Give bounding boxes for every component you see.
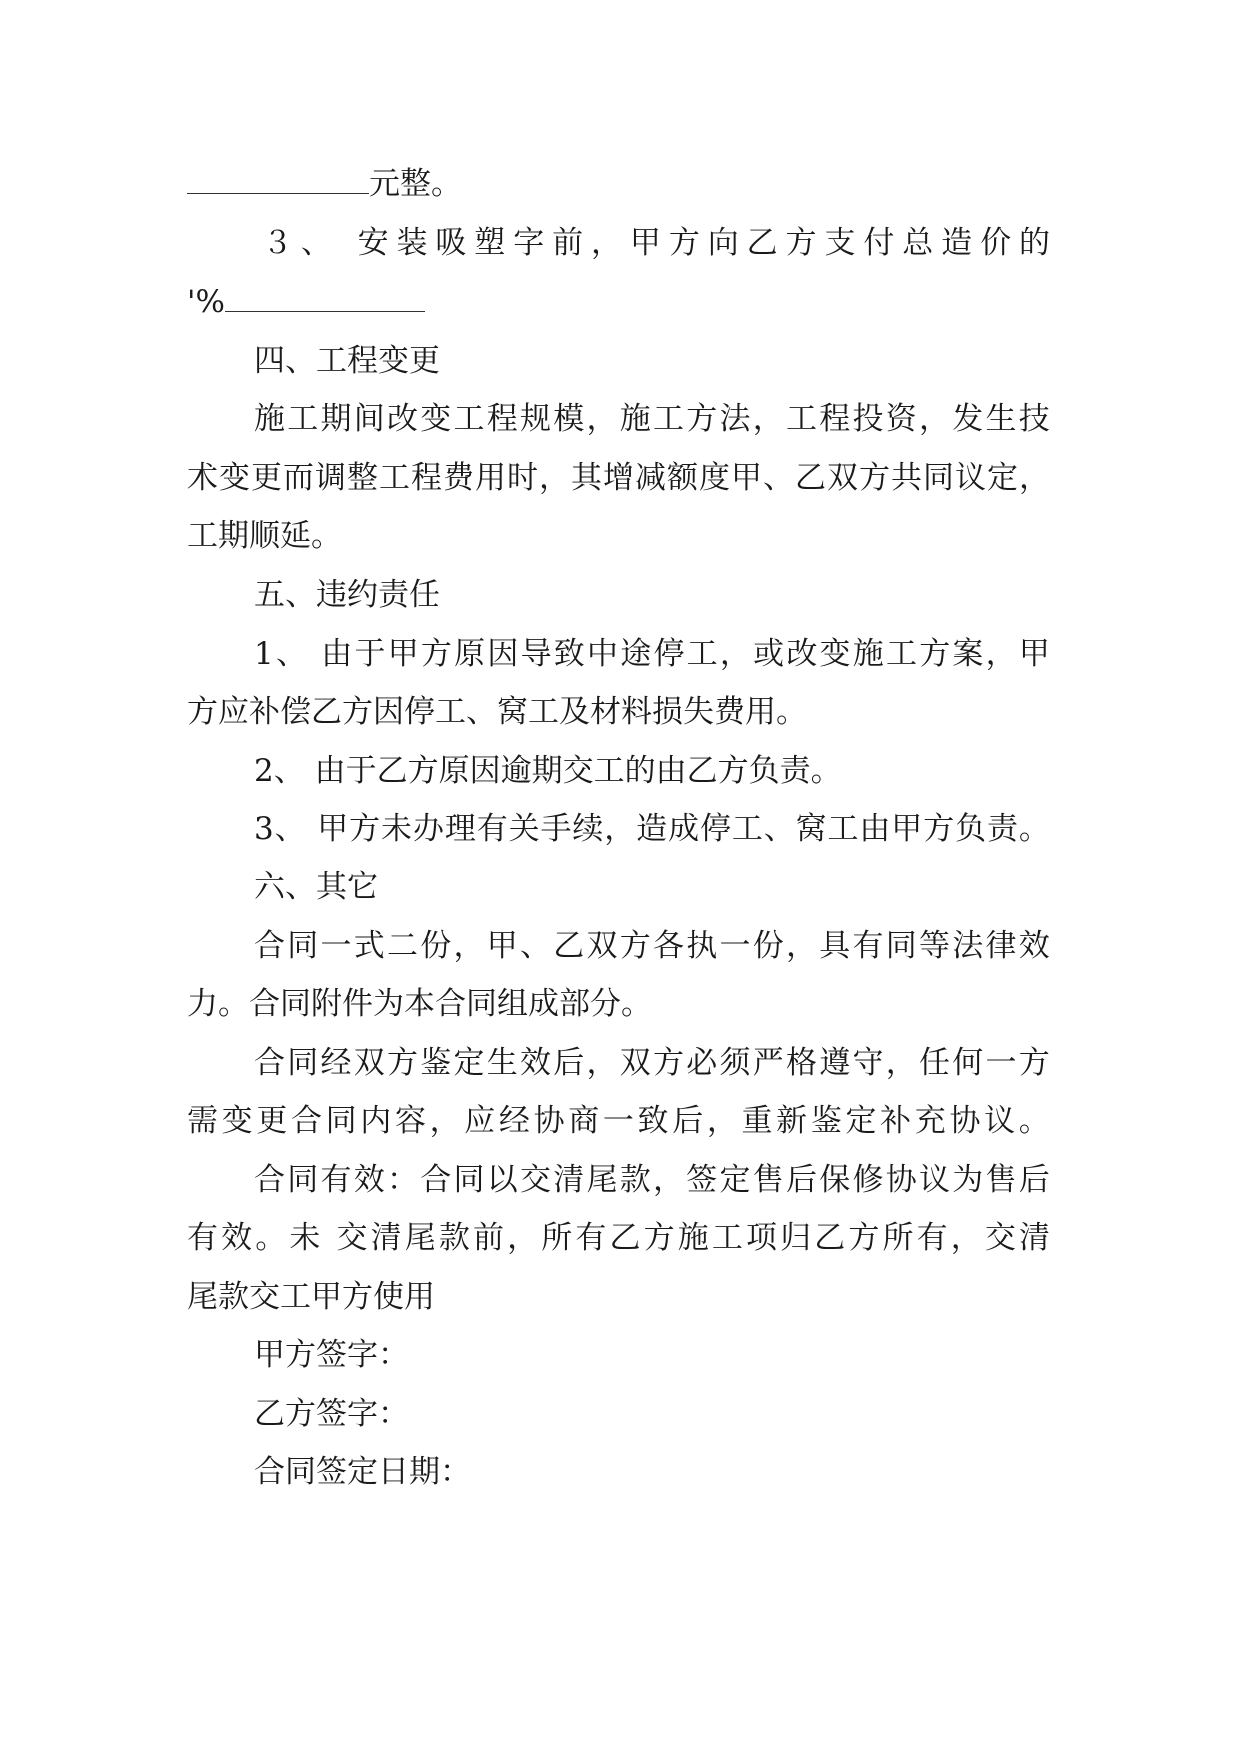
glyph: 格: [786, 1045, 817, 1081]
glyph: 定: [987, 460, 1018, 496]
glyph: 效: [221, 1220, 253, 1256]
glyph: 任: [919, 1045, 950, 1081]
glyph: 合: [254, 1045, 285, 1081]
glyph: 甲: [387, 636, 419, 672]
glyph: 施: [254, 401, 285, 437]
percent-text: '%: [187, 284, 225, 320]
glyph: 方: [919, 636, 951, 672]
glyph: 窝: [795, 811, 827, 847]
glyph: 乙: [746, 225, 778, 261]
other-para-1-line-2: 力。合同附件为本合同组成部分。: [187, 986, 652, 1022]
glyph: 改: [387, 401, 418, 437]
glyph: 乙: [553, 928, 585, 964]
glyph: 款: [438, 1220, 470, 1256]
validity-para-line-3: 尾款交工甲方使用: [187, 1279, 435, 1315]
glyph: 原: [454, 636, 486, 672]
glyph: 甲: [731, 460, 762, 496]
section-4-heading: 四、工程变更: [254, 343, 440, 379]
glyph: 效: [353, 1162, 385, 1198]
glyph: ，: [919, 401, 950, 437]
other-para-2-line-1: [254, 1043, 1050, 1083]
glyph: 工: [711, 1220, 743, 1256]
glyph: [340, 223, 350, 263]
glyph: 减: [635, 460, 666, 496]
glyph: 成: [668, 811, 700, 847]
liability-item-1-line-1: [254, 634, 1050, 674]
glyph: 价: [980, 225, 1012, 261]
glyph: 支: [824, 225, 856, 261]
glyph: 方: [1018, 1045, 1050, 1081]
glyph: 同: [287, 928, 319, 964]
glyph: 必: [686, 1045, 718, 1081]
glyph: 合: [254, 1162, 285, 1198]
glyph: 乙: [795, 460, 826, 496]
glyph: 清: [1018, 1220, 1050, 1256]
glyph: 办: [412, 811, 444, 847]
glyph: 关: [508, 811, 540, 847]
glyph: 因: [487, 636, 519, 672]
other-para-1-line-1: [254, 926, 1050, 966]
glyph: 清: [553, 1162, 585, 1198]
glyph: 发: [952, 401, 984, 437]
glyph: 。: [255, 1220, 287, 1256]
section-4-para-line-3: 工期顺延。: [187, 518, 342, 554]
glyph: 字: [513, 225, 545, 261]
glyph: [309, 634, 319, 674]
glyph: 方: [859, 460, 890, 496]
glyph: 甲: [317, 811, 349, 847]
glyph: 签: [686, 1162, 718, 1198]
glyph: 规: [520, 401, 551, 437]
glyph: 款: [619, 1162, 651, 1198]
glyph: 工: [653, 401, 684, 437]
glyph: 安: [357, 225, 389, 261]
glyph: 费: [443, 460, 474, 496]
glyph: 合: [290, 1103, 322, 1139]
glyph: 。: [1018, 811, 1050, 847]
glyph: 或: [753, 636, 785, 672]
glyph: 程: [819, 401, 851, 437]
glyph: 改: [786, 636, 818, 672]
glyph: 有: [320, 1162, 352, 1198]
glyph: 所: [541, 1220, 573, 1256]
glyph: 一: [320, 928, 352, 964]
glyph: 方: [848, 1220, 880, 1256]
glyph: 执: [686, 928, 718, 964]
glyph: 新: [776, 1103, 808, 1139]
glyph: 法: [952, 928, 984, 964]
glyph: ，: [1019, 460, 1050, 496]
glyph: 整: [347, 460, 378, 496]
glyph: 工: [786, 401, 817, 437]
glyph: 方: [686, 401, 718, 437]
glyph: 中: [587, 636, 618, 672]
glyph: 尾: [586, 1162, 618, 1198]
glyph: 协: [885, 1162, 917, 1198]
liability-item-3: [254, 809, 1050, 849]
glyph: 议: [955, 460, 986, 496]
glyph: 付: [863, 225, 895, 261]
glyph: 定: [845, 1103, 877, 1139]
glyph: 方: [643, 1220, 675, 1256]
glyph: 调: [315, 460, 346, 496]
glyph: 双: [827, 460, 858, 496]
glyph: 工: [453, 401, 485, 437]
glyph: 有: [187, 1220, 218, 1256]
glyph: 定: [719, 1162, 751, 1198]
glyph: 方: [619, 928, 651, 964]
glyph: 方: [349, 811, 381, 847]
glyph: 一: [985, 1045, 1017, 1081]
glyph: 同: [923, 460, 954, 496]
glyph: 鉴: [420, 1045, 452, 1081]
glyph: ，: [591, 225, 623, 261]
amount-text: 元整。: [369, 166, 462, 202]
section-4-para-line-1: [254, 399, 1050, 439]
glyph: 由: [859, 811, 891, 847]
glyph: 用: [475, 460, 506, 496]
glyph: ，: [453, 928, 485, 964]
glyph: 工: [731, 811, 763, 847]
glyph: 前: [552, 225, 584, 261]
glyph: [324, 1218, 334, 1258]
glyph: 交: [984, 1220, 1016, 1256]
glyph: ，: [950, 1220, 982, 1256]
glyph: 投: [852, 401, 884, 437]
glyph: 而: [283, 460, 314, 496]
glyph: 乙: [609, 1220, 641, 1256]
glyph: 同: [325, 1103, 357, 1139]
glyph: 充: [914, 1103, 946, 1139]
glyph: 手: [540, 811, 572, 847]
glyph: ，: [985, 636, 1017, 672]
liability-item-1-line-2: 方应补偿乙方因停工、窝工及材料损失费用。: [187, 694, 807, 730]
glyph: ，: [706, 1103, 738, 1139]
glyph: 效: [1018, 928, 1050, 964]
glyph: ，: [786, 928, 817, 964]
glyph: 份: [752, 928, 784, 964]
glyph: 合: [420, 1162, 452, 1198]
liability-item-2: 2、 由于乙方原因逾期交工的由乙方负责。: [254, 753, 842, 789]
glyph: 守: [852, 1045, 884, 1081]
glyph: 双: [353, 1045, 385, 1081]
glyph: 一: [719, 928, 751, 964]
glyph: 同: [287, 1162, 319, 1198]
glyph: 内: [360, 1103, 392, 1139]
glyph: 商: [568, 1103, 600, 1139]
glyph: ，: [719, 636, 751, 672]
glyph: ，: [604, 811, 636, 847]
glyph: 应: [464, 1103, 496, 1139]
glyph: 为: [952, 1162, 984, 1198]
glyph: ，: [752, 401, 784, 437]
glyph: 甲: [486, 928, 518, 964]
glyph: 、: [274, 811, 306, 847]
glyph: 施: [852, 636, 884, 672]
glyph: 变: [819, 636, 851, 672]
glyph: 变: [221, 1103, 253, 1139]
glyph: ，: [586, 1045, 618, 1081]
glyph: 后: [553, 1045, 585, 1081]
glyph: 额: [667, 460, 698, 496]
glyph: 造: [636, 811, 668, 847]
glyph: 变: [219, 460, 250, 496]
glyph: 售: [752, 1162, 784, 1198]
glyph: 向: [707, 225, 739, 261]
glyph: 模: [553, 401, 585, 437]
glyph: 共: [891, 460, 922, 496]
glyph: ，: [539, 460, 570, 496]
glyph: 期: [320, 401, 352, 437]
glyph: 方: [387, 1045, 418, 1081]
glyph: 方: [420, 636, 452, 672]
signing-date-label: 合同签定日期：: [254, 1454, 471, 1490]
glyph: ，: [586, 401, 618, 437]
glyph: 塑: [474, 225, 506, 261]
glyph: 甲: [1018, 636, 1050, 672]
glyph: 时: [507, 460, 538, 496]
glyph: 施: [677, 1220, 709, 1256]
glyph: 责: [986, 811, 1018, 847]
glyph: 变: [420, 401, 452, 437]
glyph: 资: [885, 401, 917, 437]
glyph: 停: [699, 811, 731, 847]
glyph: 遵: [819, 1045, 851, 1081]
glyph: 乙: [814, 1220, 846, 1256]
glyph: 保: [819, 1162, 851, 1198]
glyph: 施: [619, 401, 651, 437]
glyph: 严: [752, 1045, 784, 1081]
glyph: 项: [745, 1220, 777, 1256]
glyph: 售: [985, 1162, 1017, 1198]
glyph: 定: [453, 1045, 485, 1081]
glyph: 导: [520, 636, 552, 672]
glyph: 议: [984, 1103, 1016, 1139]
glyph: 法: [719, 401, 751, 437]
party-a-signature-label: 甲方签字：: [254, 1337, 409, 1373]
validity-para-line-1: [254, 1160, 1050, 1200]
glyph: 方: [785, 225, 817, 261]
glyph: 途: [620, 636, 652, 672]
glyph: 后: [672, 1103, 704, 1139]
glyph: 尾: [404, 1220, 436, 1256]
glyph: 。: [1018, 1103, 1050, 1139]
glyph: 交: [520, 1162, 551, 1198]
glyph: 具: [819, 928, 851, 964]
glyph: 技: [1018, 401, 1050, 437]
glyph: 理: [444, 811, 476, 847]
glyph: 归: [780, 1220, 812, 1256]
glyph: [307, 809, 317, 849]
amount-line: [187, 164, 462, 204]
payment-clause-3: [262, 223, 1050, 263]
glyph: 效: [520, 1045, 551, 1081]
glyph: 工: [686, 636, 718, 672]
glyph: 协: [533, 1103, 565, 1139]
glyph: 致: [637, 1103, 669, 1139]
glyph: 清: [370, 1220, 402, 1256]
glyph: 经: [320, 1045, 352, 1081]
glyph: 等: [919, 928, 950, 964]
glyph: 律: [985, 928, 1017, 964]
glyph: 方: [653, 1045, 684, 1081]
glyph: 装: [396, 225, 428, 261]
glyph: 经: [498, 1103, 530, 1139]
glyph: 份: [420, 928, 452, 964]
glyph: 于: [354, 636, 386, 672]
glyph: 补: [880, 1103, 912, 1139]
glyph: ３: [262, 225, 293, 261]
glyph: 需: [187, 1103, 218, 1139]
glyph: 由: [321, 636, 353, 672]
section-6-heading: 六、其它: [254, 869, 378, 905]
glyph: 双: [586, 928, 618, 964]
glyph: 3: [254, 811, 274, 847]
glyph: 术: [187, 460, 218, 496]
section-4-para-line-2: [187, 458, 1050, 498]
glyph: 程: [411, 460, 442, 496]
glyph: 方: [668, 225, 700, 261]
glyph: 须: [719, 1045, 751, 1081]
glyph: 工: [287, 401, 319, 437]
glyph: 甲: [629, 225, 661, 261]
glyph: 续: [572, 811, 604, 847]
glyph: 后: [786, 1162, 817, 1198]
glyph: 有: [916, 1220, 948, 1256]
glyph: 前: [472, 1220, 504, 1256]
other-para-2-line-2: [187, 1101, 1050, 1141]
party-b-signature-label: 乙方签字：: [254, 1396, 409, 1432]
glyph: 有: [476, 811, 508, 847]
glyph: 停: [653, 636, 685, 672]
glyph: ，: [429, 1103, 461, 1139]
glyph: 后: [1018, 1162, 1050, 1198]
glyph: 同: [287, 1045, 319, 1081]
glyph: 甲: [891, 811, 923, 847]
glyph: 增: [603, 460, 634, 496]
glyph: 更: [256, 1103, 288, 1139]
glyph: 鉴: [810, 1103, 842, 1139]
glyph: 、: [520, 928, 551, 964]
glyph: 、: [763, 460, 794, 496]
glyph: 负: [955, 811, 987, 847]
glyph: 间: [353, 401, 385, 437]
glyph: 1: [254, 636, 274, 672]
glyph: 总: [902, 225, 934, 261]
glyph: 所: [882, 1220, 914, 1256]
glyph: 造: [941, 225, 973, 261]
glyph: ：: [387, 1162, 418, 1198]
glyph: 二: [387, 928, 418, 964]
percent-blank: [225, 289, 425, 312]
glyph: 、: [763, 811, 795, 847]
glyph: 有: [575, 1220, 607, 1256]
glyph: ，: [885, 1045, 917, 1081]
glyph: 吸: [435, 225, 467, 261]
glyph: 方: [923, 811, 955, 847]
percent-line: [187, 282, 425, 322]
glyph: 同: [453, 1162, 485, 1198]
glyph: 的: [1018, 225, 1050, 261]
validity-para-line-2: [187, 1218, 1050, 1258]
section-5-heading: 五、违约责任: [254, 577, 440, 613]
glyph: 未: [289, 1220, 321, 1256]
glyph: 工: [827, 811, 859, 847]
glyph: 其: [571, 460, 602, 496]
glyph: 工: [379, 460, 410, 496]
glyph: 同: [885, 928, 917, 964]
glyph: 修: [852, 1162, 884, 1198]
glyph: 生: [985, 401, 1017, 437]
glyph: 以: [486, 1162, 518, 1198]
glyph: 协: [949, 1103, 981, 1139]
glyph: 合: [254, 928, 285, 964]
glyph: ，: [653, 1162, 684, 1198]
glyph: 有: [852, 928, 884, 964]
glyph: 交: [336, 1220, 368, 1256]
glyph: ，: [507, 1220, 539, 1256]
glyph: 生: [486, 1045, 518, 1081]
glyph: 式: [353, 928, 385, 964]
glyph: 双: [619, 1045, 651, 1081]
glyph: 度: [699, 460, 730, 496]
glyph: 、: [275, 636, 307, 672]
glyph: 一: [602, 1103, 634, 1139]
glyph: 重: [741, 1103, 773, 1139]
glyph: 未: [381, 811, 413, 847]
glyph: 程: [486, 401, 518, 437]
glyph: 何: [952, 1045, 984, 1081]
glyph: 更: [251, 460, 282, 496]
glyph: 各: [653, 928, 684, 964]
glyph: 容: [394, 1103, 426, 1139]
glyph: 议: [919, 1162, 950, 1198]
glyph: 案: [952, 636, 984, 672]
glyph: 工: [885, 636, 917, 672]
amount-blank: [187, 171, 369, 194]
glyph: 、: [300, 225, 332, 261]
glyph: 致: [553, 636, 585, 672]
